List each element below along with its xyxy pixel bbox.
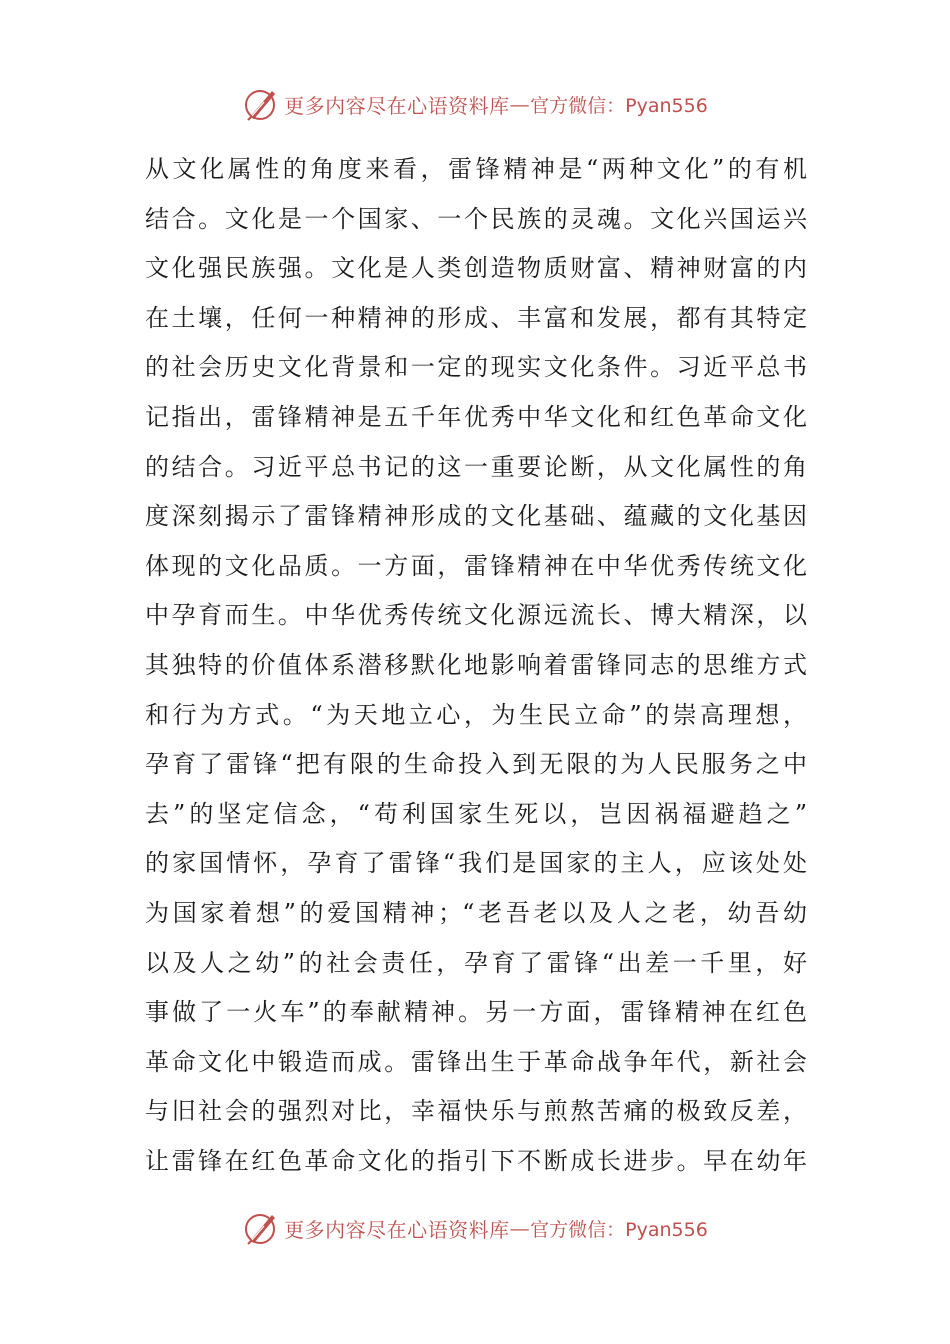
text-line: 结合。文化是一个国家、一个民族的灵魂。文化兴国运兴 <box>145 204 807 233</box>
text-line: 度深刻揭示了雷锋精神形成的文化基础、蕴藏的文化基因 <box>145 502 807 531</box>
text-line: 事做了一火车”的奉献精神。另一方面，雷锋精神在红色 <box>145 998 807 1027</box>
text-line: 以及人之幼”的社会责任，孕育了雷锋“出差一千里，好 <box>145 948 807 977</box>
header-banner <box>0 82 950 126</box>
text-line: 其独特的价值体系潜移默化地影响着雷锋同志的思维方式 <box>145 650 807 679</box>
header-official-account: 官方微信：Pyan556 <box>530 94 708 117</box>
text-line: 记指出，雷锋精神是五千年优秀中华文化和红色革命文化 <box>145 402 807 431</box>
quill-logo-icon <box>242 85 280 123</box>
text-line: 去”的坚定信念，“苟利国家生死以，岂因祸福避趋之” <box>145 799 807 828</box>
text-line: 为国家着想”的爱国精神；“老吾老以及人之老，幼吾幼 <box>145 898 807 927</box>
text-line: 革命文化中锻造而成。雷锋出生于革命战争年代，新社会 <box>145 1047 807 1076</box>
footer-banner <box>0 1206 950 1250</box>
text-line: 体现的文化品质。一方面，雷锋精神在中华优秀传统文化 <box>145 551 807 580</box>
text-line: 在土壤，任何一种精神的形成、丰富和发展，都有其特定 <box>145 303 807 332</box>
quill-logo-icon <box>242 1209 280 1247</box>
document-body <box>145 149 807 1190</box>
text-line: 文化强民族强。文化是人类创造物质财富、精神财富的内 <box>145 254 807 283</box>
text-line: 的家国情怀，孕育了雷锋“我们是国家的主人，应该处处 <box>145 849 807 878</box>
text-line: 和行为方式。“为天地立心，为生民立命”的崇高理想， <box>145 700 807 729</box>
footer-brand-text: 更多内容尽在心语资料库 <box>284 1217 510 1242</box>
header-brand-text: 更多内容尽在心语资料库 <box>284 93 510 118</box>
text-line: 的社会历史文化背景和一定的现实文化条件。习近平总书 <box>145 353 807 382</box>
footer-official-account: 官方微信：Pyan556 <box>530 1218 708 1241</box>
text-line: 中孕育而生。中华优秀传统文化源远流长、博大精深，以 <box>145 601 807 630</box>
header-separator: — <box>509 92 531 116</box>
text-line: 孕育了雷锋“把有限的生命投入到无限的为人民服务之中 <box>145 750 807 779</box>
text-line: 从文化属性的角度来看，雷锋精神是“两种文化”的有机 <box>145 155 807 183</box>
text-line: 的结合。习近平总书记的这一重要论断，从文化属性的角 <box>145 452 807 481</box>
footer-separator: — <box>509 1216 531 1240</box>
text-line: 与旧社会的强烈对比，幸福快乐与煎熬苦痛的极致反差， <box>145 1097 807 1126</box>
text-line: 让雷锋在红色革命文化的指引下不断成长进步。早在幼年 <box>145 1146 807 1175</box>
